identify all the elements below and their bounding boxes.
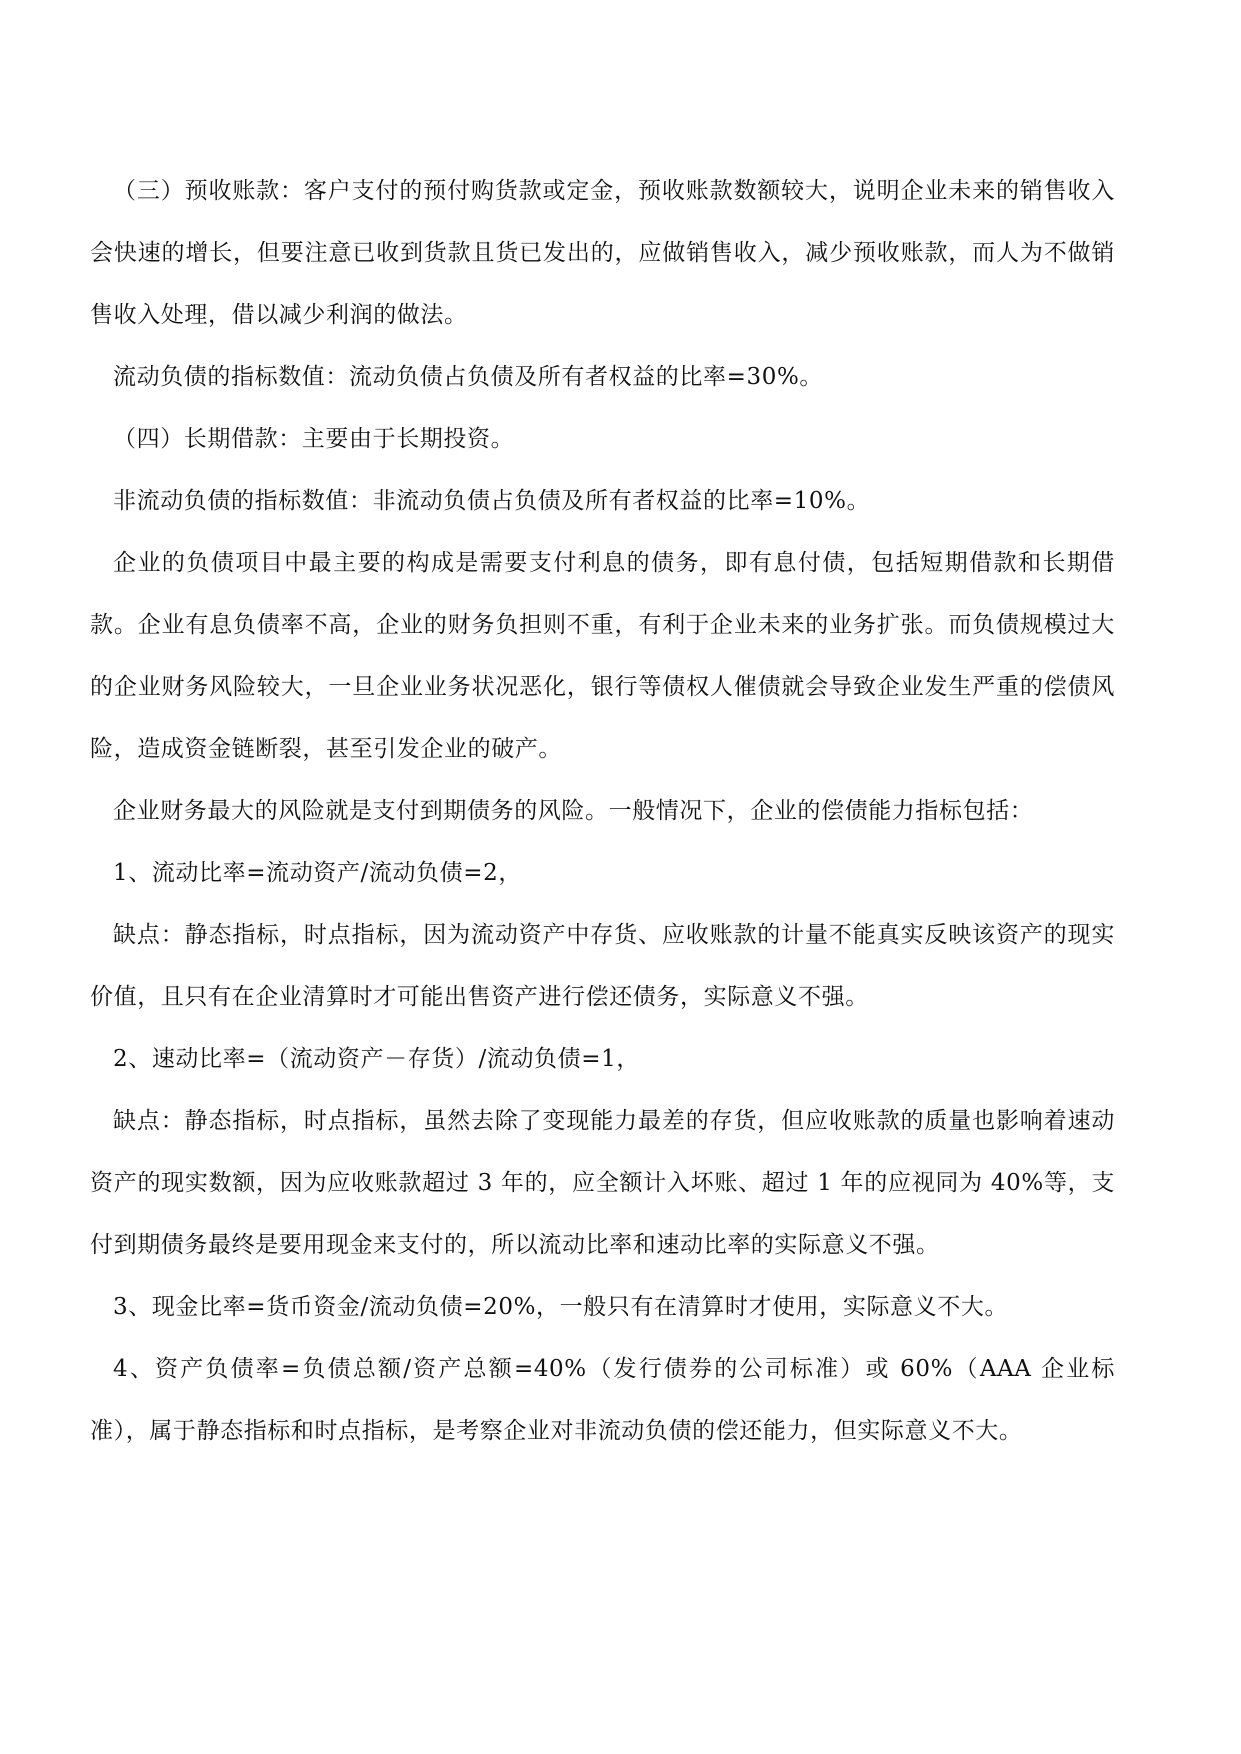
paragraph-quick-ratio-drawbacks: 缺点：静态指标，时点指标，虽然去除了变现能力最差的存货，但应收账款的质量也影响着速动资产的现实数额，因为应收账款超过 3 年的，应全额计入坏账、超过 1 年的应视同为 40%等，支付到期债务最终是要用现金来支付的，所以流动比率和速动比率的实际意义不强。 <box>90 1108 1115 1258</box>
paragraph-interest-bearing-debt: 企业的负债项目中最主要的构成是需要支付利息的债务，即有息付债，包括短期借款和长期借款。企业有息负债率不高，企业的财务负担则不重，有利于企业未来的业务扩张。而负债规模过大的企业财务风险较大，一旦企业业务状况恶化，银行等债权人催债就会导致企业发生严重的偿债风险，造成资金链断裂，甚至引发企业的破产。 <box>90 550 1115 762</box>
paragraph-current-ratio-drawbacks: 缺点：静态指标，时点指标，因为流动资产中存货、应收账款的计量不能真实反映该资产的现实价值，且只有在企业清算时才可能出售资产进行偿还债务，实际意义不强。 <box>90 922 1115 1010</box>
paragraph-debt-asset-ratio: 4、资产负债率=负债总额/资产总额=40%（发行债券的公司标准）或 60%（AAA 企业标准），属于静态指标和时点指标，是考察企业对非流动负债的偿还能力，但实际意义不大。 <box>90 1356 1115 1444</box>
paragraph-current-liability-ratio: 流动负债的指标数值：流动负债占负债及所有者权益的比率=30%。 <box>113 364 823 390</box>
paragraph-quick-ratio: 2、速动比率=（流动资产－存货）/流动负债=1， <box>113 1046 640 1072</box>
paragraph-current-ratio: 1、流动比率=流动资产/流动负债=2， <box>113 860 522 886</box>
paragraph-non-current-liability-ratio: 非流动负债的指标数值：非流动负债占负债及所有者权益的比率=10%。 <box>113 488 871 514</box>
document-body <box>90 160 1115 1462</box>
paragraph-advance-receipts: （三）预收账款：客户支付的预付购货款或定金，预收账款数额较大，说明企业未来的销售收入会快速的增长，但要注意已收到货款且货已发出的，应做销售收入，减少预收账款，而人为不做销售收入处理，借以减少利润的做法。 <box>90 178 1115 328</box>
paragraph-cash-ratio: 3、现金比率=货币资金/流动负债=20%，一般只有在清算时才使用，实际意义不大。 <box>113 1294 1009 1320</box>
paragraph-solvency-intro: 企业财务最大的风险就是支付到期债务的风险。一般情况下，企业的偿债能力指标包括： <box>113 798 1034 824</box>
paragraph-long-term-loans: （四）长期借款：主要由于长期投资。 <box>113 426 515 452</box>
